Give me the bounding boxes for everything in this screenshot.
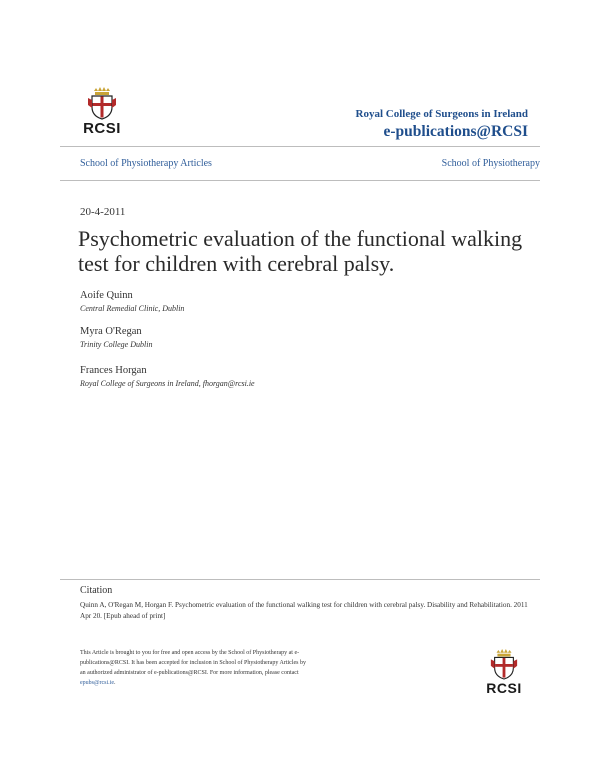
author-name: Frances Horgan xyxy=(80,365,147,376)
contact-email-link[interactable]: epubs@rcsi.ie xyxy=(80,680,115,686)
author-block xyxy=(80,365,255,388)
department-link[interactable]: School of Physiotherapy xyxy=(441,158,540,169)
citation-heading: Citation xyxy=(80,585,113,596)
rcsi-crest-icon xyxy=(489,648,519,680)
footnote-end: . xyxy=(114,680,116,686)
logo-text: RCSI xyxy=(83,120,121,137)
author-affiliation: Trinity College Dublin xyxy=(80,340,153,349)
logo-text: RCSI xyxy=(486,680,522,696)
author-name: Aoife Quinn xyxy=(80,290,133,301)
author-block xyxy=(80,326,152,349)
repository-heading xyxy=(356,108,528,141)
footnote-text: This Article is brought to you for free and open access by the School of Physiotherapy at e-publications@RCSI. It has been accepted for inclusion in School of Physiotherapy Articles by an authorized administrator of e-publications@RCSI. For more information, please contact xyxy=(80,650,306,676)
rcsi-logo-footer xyxy=(484,648,524,696)
top-divider xyxy=(60,146,540,147)
repository-name[interactable]: e-publications@RCSI xyxy=(383,123,528,140)
citation-text: Quinn A, O'Regan M, Horgan F. Psychometric evaluation of the functional walking test for children with cerebral palsy. Disability and Rehabilitation. 2011 Apr 20. [Epub ahead of print] xyxy=(80,601,528,620)
nav-divider xyxy=(60,180,540,181)
article-title: Psychometric evaluation of the functional walking test for children with cerebral palsy. xyxy=(78,226,523,276)
citation-divider xyxy=(60,579,540,580)
author-affiliation: Central Remedial Clinic, Dublin xyxy=(80,304,185,313)
author-name: Myra O'Regan xyxy=(80,326,142,337)
rcsi-logo xyxy=(80,86,124,137)
collection-link[interactable]: School of Physiotherapy Articles xyxy=(80,158,212,169)
rcsi-crest-icon xyxy=(86,86,118,120)
author-block xyxy=(80,290,184,313)
access-footnote xyxy=(80,648,310,688)
publication-date: 20-4-2011 xyxy=(80,206,126,218)
institution-name[interactable]: Royal College of Surgeons in Ireland xyxy=(355,108,528,120)
author-affiliation: Royal College of Surgeons in Ireland, fhorgan@rcsi.ie xyxy=(80,379,255,388)
